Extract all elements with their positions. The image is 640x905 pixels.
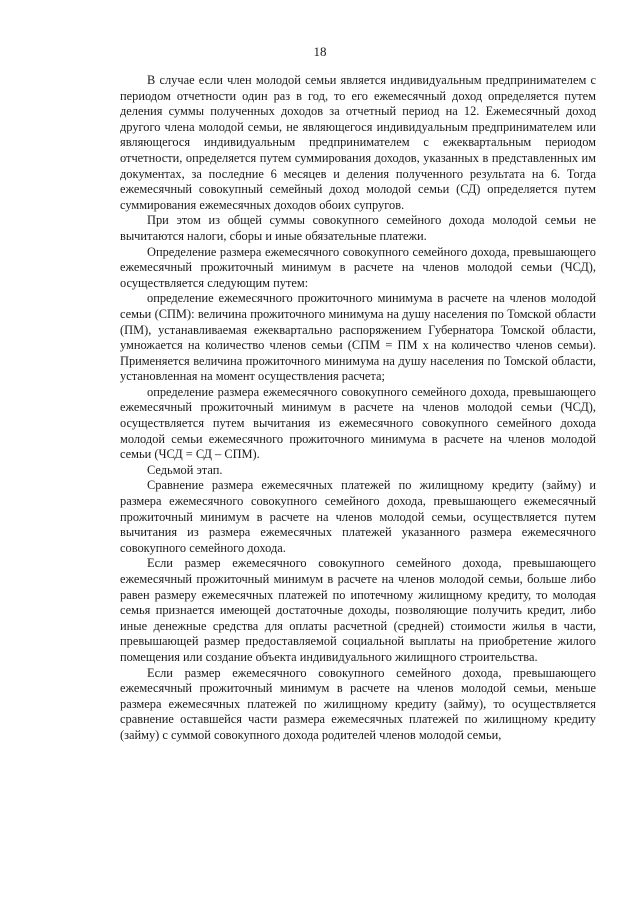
paragraph-chsd-definition: Определение размера ежемесячного совокупного семейного дохода, превышающего ежемесячный прожиточный минимум в расчете на членов молодой семьи (ЧСД), осуществляется следующим путем: bbox=[120, 244, 596, 290]
paragraph-payment-comparison: Сравнение размера ежемесячных платежей по жилищному кредиту (займу) и размера ежемесячного совокупного семейного дохода, превышающего ежемесячный прожиточный минимум в расчете на членов молодой семьи, осуществляется путем вычитания из размера ежемесячных платежей указанного размера ежемесячного совокупного семейного дохода. bbox=[120, 478, 596, 555]
paragraph-entrepreneur-income: В случае если член молодой семьи является индивидуальным предпринимателем с периодом отчетности один раз в год, то его ежемесячный доход определяется путем деления суммы полученных доходов за отчетный период на 12. Ежемесячный доход другого члена молодой семьи, не являющегося индивидуальным предпринимателем или являющегося индивидуальным предпринимателем с ежеквартальным периодом отчетности, определяется путем суммирования доходов, указанных в представленных им документах, за последние 6 месяцев и деления полученного результата на 6. Тогда ежемесячный совокупный семейный доход молодой семьи (СД) определяется путем суммирования ежемесячных доходов обоих супругов. bbox=[120, 73, 596, 212]
paragraph-spm-definition: определение ежемесячного прожиточного минимума в расчете на членов молодой семьи (СПМ): величина прожиточного минимума на душу населения по Томской области (ПМ), устанавливаемая ежеквартально распоряжением Губернатора Томской области, умножается на количество членов семьи (СПМ = ПМ х на количество членов семьи). Применяется величина прожиточного минимума на душу населения по Томской области, установленная на момент осуществления расчета; bbox=[120, 291, 596, 384]
page-number: 18 bbox=[313, 44, 327, 59]
paragraph-sufficient-income: Если размер ежемесячного совокупного семейного дохода, превышающего ежемесячный прожиточный минимум в расчете на членов молодой семьи, больше либо равен размеру ежемесячных платежей по ипотечному жилищному кредиту, то молодая семья признается имеющей достаточные доходы, позволяющие получить кредит, либо иные денежные средства для оплаты расчетной (средней) стоимости жилья в части, превышающей размер предоставляемой социальной выплаты на приобретение жилого помещения или создание объекта индивидуального жилищного строительства. bbox=[120, 556, 596, 664]
paragraph-taxes-not-deducted: При этом из общей суммы совокупного семейного дохода молодой семьи не вычитаются налоги, сборы и иные обязательные платежи. bbox=[120, 213, 596, 243]
paragraph-chsd-calculation: определение размера ежемесячного совокупного семейного дохода, превышающего ежемесячный прожиточный минимум в расчете на членов молодой семьи (ЧСД), осуществляется путем вычитания из ежемесячного совокупного семейного дохода молодой семьи ежемесячного прожиточного минимума в расчете на членов молодой семьи (ЧСД = СД – СПМ). bbox=[120, 384, 596, 462]
paragraph-insufficient-income: Если размер ежемесячного совокупного семейного дохода, превышающего ежемесячный прожиточный минимум в расчете на членов молодой семьи, меньше размера ежемесячных платежей по жилищному кредиту (займу), то осуществляется сравнение оставшейся части размера ежемесячных платежей по жилищному кредиту (займу) с суммой совокупного дохода родителей членов молодой семьи, bbox=[120, 665, 596, 742]
document-body bbox=[120, 73, 596, 744]
paragraph-seventh-stage: Седьмой этап. bbox=[147, 462, 223, 477]
